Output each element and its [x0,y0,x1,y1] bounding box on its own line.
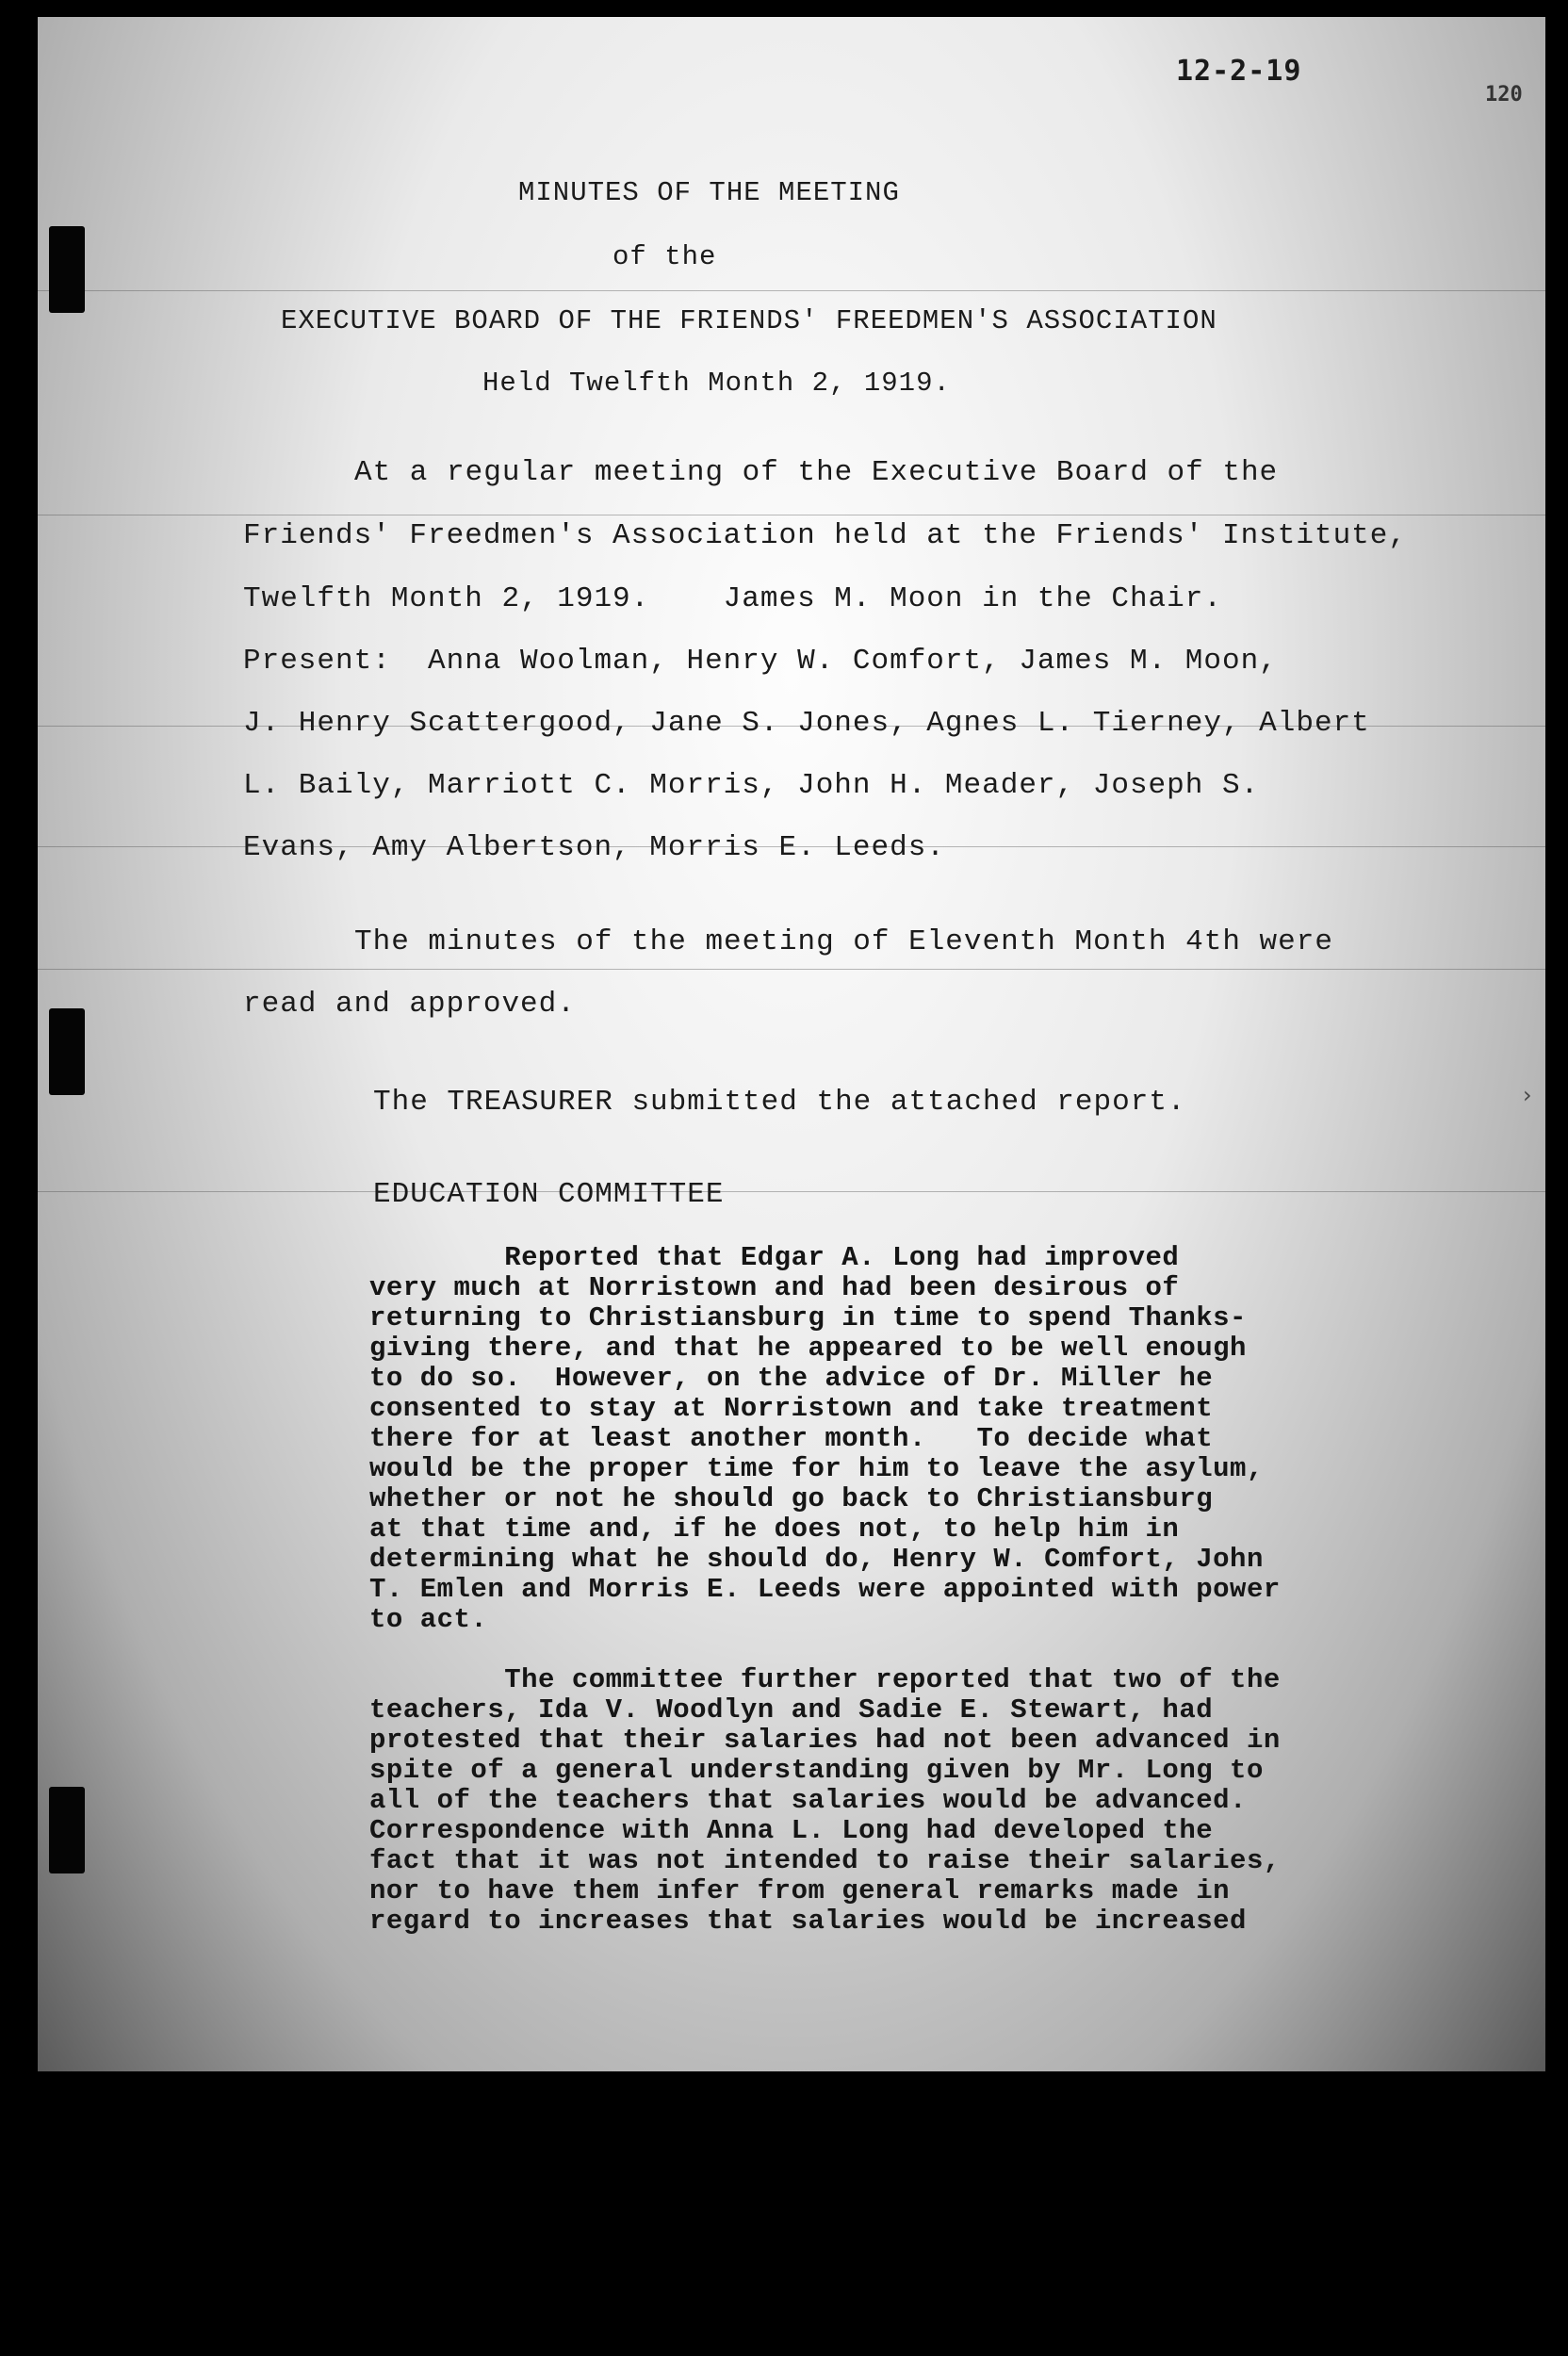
education-line: would be the proper time for him to leave the asylum, [369,1453,1264,1484]
binder-mark [49,226,85,313]
education-line: spite of a general understanding given by Mr. Long to [369,1755,1264,1786]
attendance-line: Present: Anna Woolman, Henry W. Comfort, James M. Moon, [243,645,1278,678]
education-line: Reported that Edgar A. Long had improved [369,1242,1180,1273]
heading-line-1: MINUTES OF THE MEETING [518,177,900,208]
education-line: to act. [369,1604,488,1635]
education-line: fact that it was not intended to raise their salaries, [369,1845,1281,1876]
attendance-line: Evans, Amy Albertson, Morris E. Leeds. [243,831,945,864]
education-line: to do so. However, on the advice of Dr. Miller he [369,1363,1214,1394]
education-line: whether or not he should go back to Christiansburg [369,1483,1214,1514]
binder-mark [49,1787,85,1873]
education-line: teachers, Ida V. Woodlyn and Sadie E. Stewart, had [369,1694,1214,1726]
education-line: nor to have them infer from general remarks made in [369,1875,1231,1906]
heading-line-2: of the [612,241,717,272]
education-line: consented to stay at Norristown and take treatment [369,1393,1214,1424]
education-line: all of the teachers that salaries would be advanced. [369,1785,1247,1816]
opening-paragraph-line: Twelfth Month 2, 1919. James M. Moon in the Chair. [243,582,1222,615]
education-line: T. Emlen and Morris E. Leeds were appointed with power [369,1574,1281,1605]
ruled-line [38,969,1545,970]
paper-sheet [38,17,1545,2071]
education-line: at that time and, if he does not, to help him in [369,1513,1180,1545]
opening-paragraph-line: At a regular meeting of the Executive Board of the [354,456,1279,489]
heading-line-3: EXECUTIVE BOARD OF THE FRIENDS' FREEDMEN'S ASSOCIATION [281,305,1217,336]
minutes-line: read and approved. [243,988,576,1021]
education-line: returning to Christiansburg in time to spend Thanks- [369,1302,1247,1333]
ruled-line [38,1191,1545,1192]
opening-paragraph-line: Friends' Freedmen's Association held at the Friends' Institute, [243,519,1407,552]
binder-mark [49,1008,85,1095]
attendance-line: L. Baily, Marriott C. Morris, John H. Meader, Joseph S. [243,769,1260,802]
heading-line-4: Held Twelfth Month 2, 1919. [482,368,951,399]
education-line: giving there, and that he appeared to be well enough [369,1333,1247,1364]
education-line: regard to increases that salaries would be increased [369,1906,1247,1937]
education-line: determining what he should do, Henry W. Comfort, John [369,1544,1264,1575]
education-line: very much at Norristown and had been desirous of [369,1272,1180,1303]
education-line: there for at least another month. To decide what [369,1423,1214,1454]
ruled-line [38,290,1545,291]
education-line: Correspondence with Anna L. Long had developed the [369,1815,1214,1846]
margin-tick-icon: › [1523,1082,1532,1108]
education-line: protested that their salaries had not been advanced in [369,1725,1281,1756]
education-line: The committee further reported that two of the [369,1664,1281,1695]
date-stamp: 12-2-19 [1176,55,1302,88]
minutes-line: The minutes of the meeting of Eleventh Month 4th were [354,925,1333,958]
attendance-line: J. Henry Scattergood, Jane S. Jones, Agnes L. Tierney, Albert [243,707,1370,740]
treasurer-line: The TREASURER submitted the attached report. [373,1086,1186,1119]
page-number: 120 [1485,83,1523,106]
section-heading: EDUCATION COMMITTEE [373,1178,725,1211]
